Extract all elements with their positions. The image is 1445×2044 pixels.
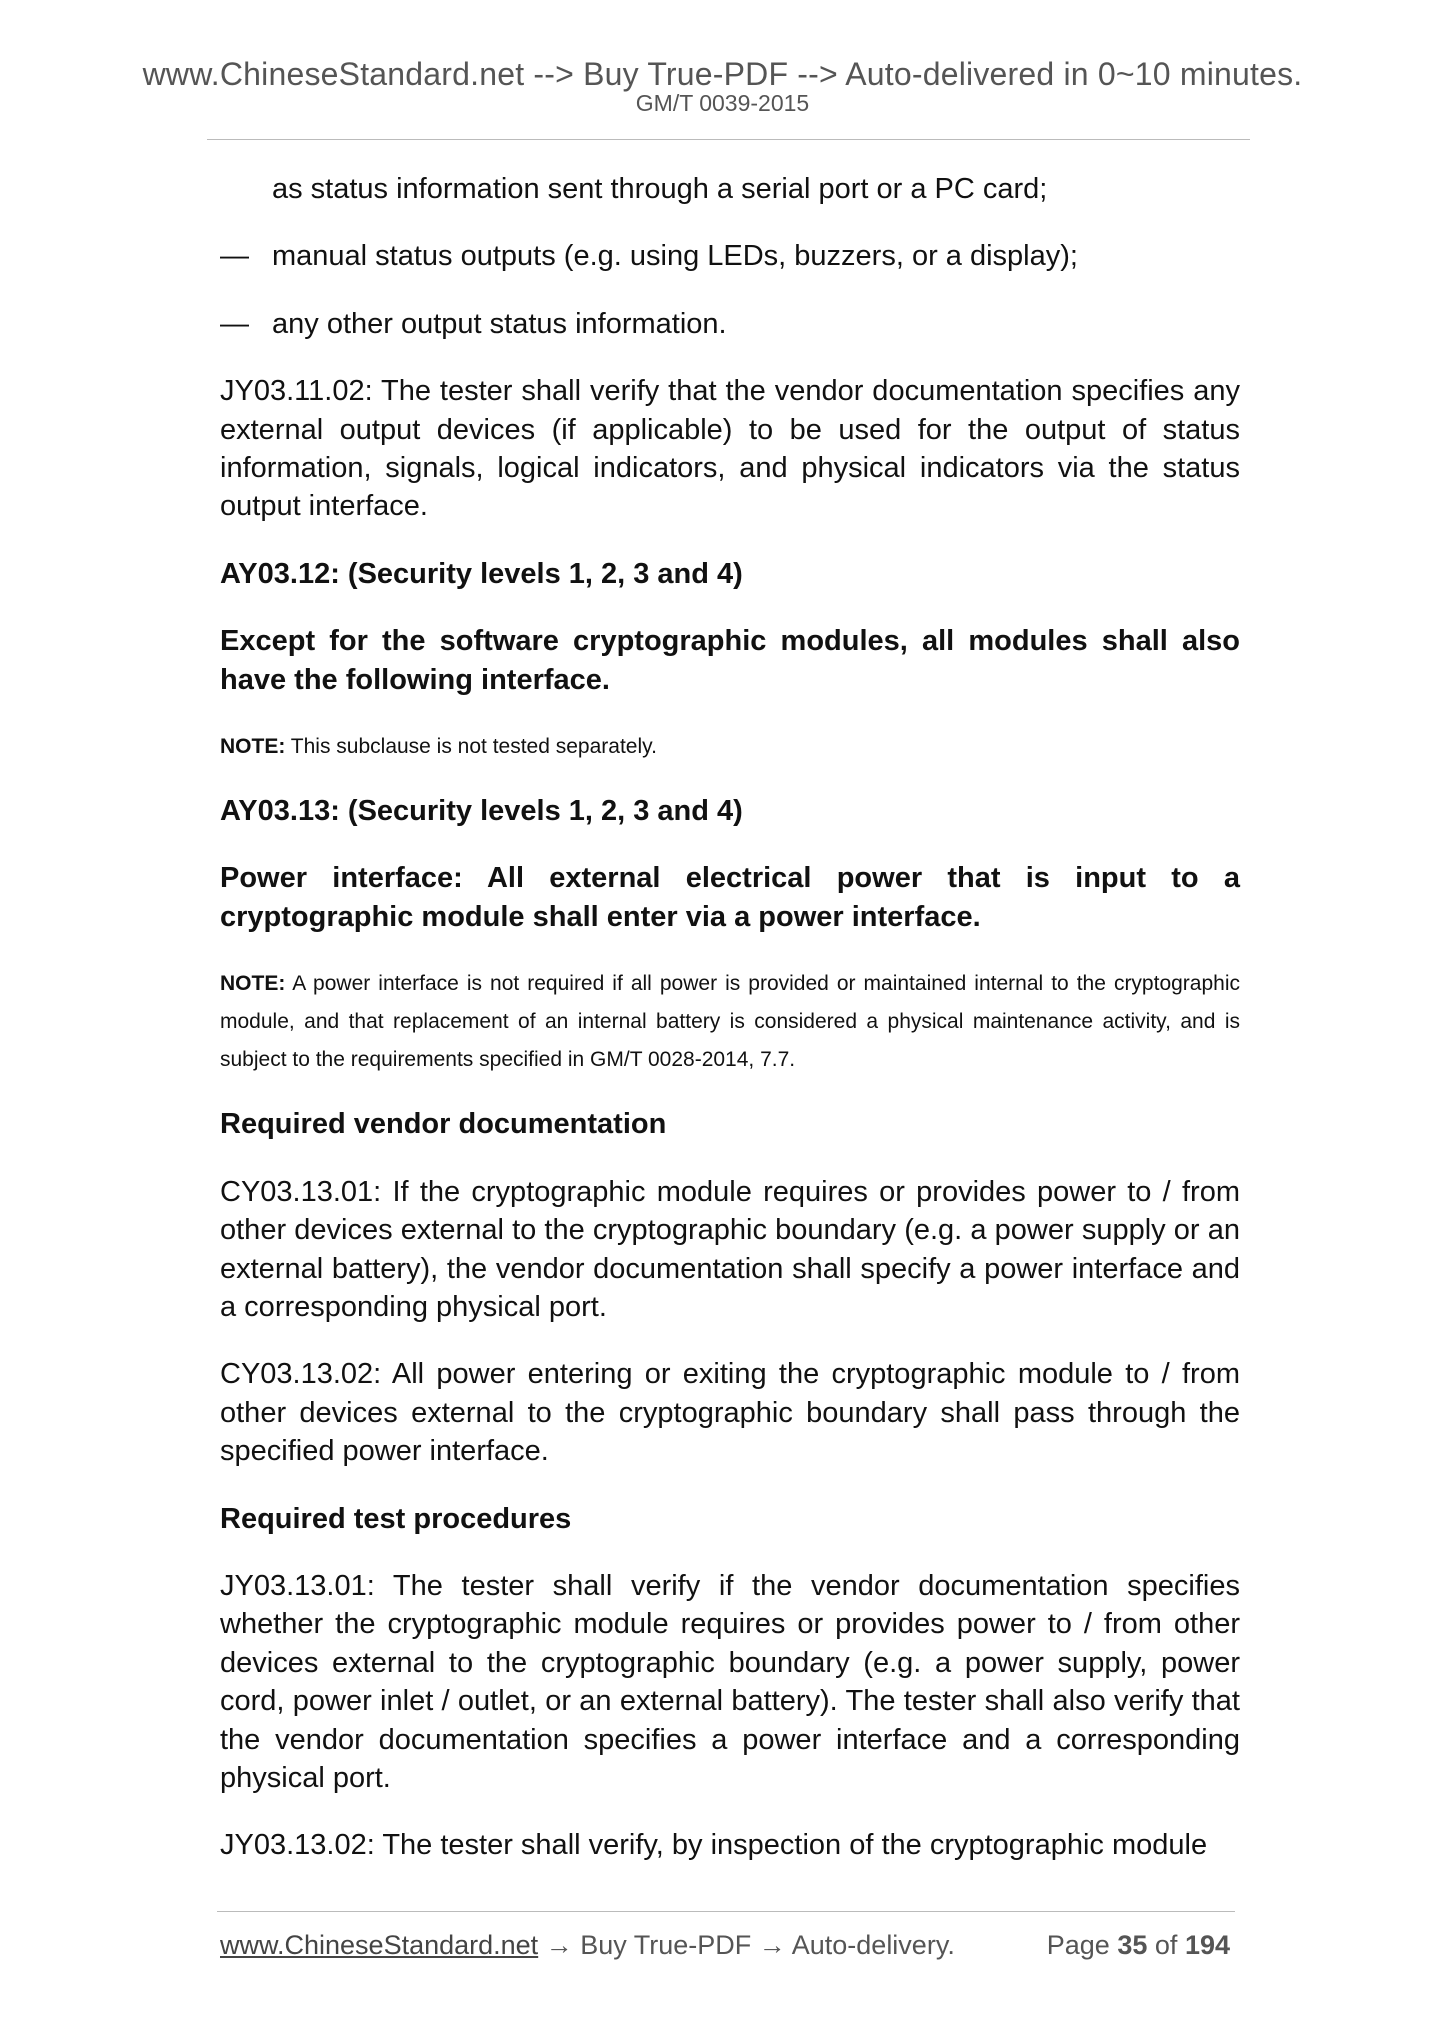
page-number: 35	[1117, 1930, 1148, 1960]
page-body	[220, 170, 1240, 1894]
of-label: of	[1154, 1930, 1178, 1960]
paragraph-cy03-13-01: CY03.13.01: If the cryptographic module requires or provides power to / from other devices external to the cryptographic boundary (e.g. a power supply or an external battery), the vendor documentation shall specify a power interface and a corresponding physical port.	[220, 1175, 1240, 1323]
page-footer	[220, 1930, 1230, 1961]
footer-divider	[217, 1911, 1235, 1912]
note-2	[220, 965, 1240, 1079]
requirement-ay03-12: Except for the software cryptographic modules, all modules shall also have the following interface.	[220, 625, 1240, 696]
page-label: Page	[1046, 1930, 1110, 1960]
total-pages: 194	[1184, 1930, 1230, 1960]
paragraph-jy03-13-01: JY03.13.01: The tester shall verify if the vendor documentation specifies whether the cryptographic module requires or provides power to / from other devices external to the cryptographic boundary (e.g. a power supply, power cord, power inlet / outlet, or an external battery). The tester shall also verify that the vendor documentation specifies a power interface and a corresponding physical port.	[220, 1569, 1240, 1794]
dash-marker: —	[220, 307, 249, 340]
dash-marker: —	[220, 240, 249, 273]
list-item-text: any other output status information.	[272, 307, 727, 340]
heading-test-procedures: Required test procedures	[220, 1502, 572, 1535]
heading-ay03-13: AY03.13: (Security levels 1, 2, 3 and 4)	[220, 795, 743, 828]
note-1	[220, 728, 1240, 766]
note-text: A power interface is not required if all power is provided or maintained internal to the cryptographic module, and that replacement of an internal battery is considered a physical maintenance activity, and is subject to the requirements specified in GM/T 0028-2014, 7.7.	[220, 972, 1240, 1072]
header-banner: www.ChineseStandard.net --> Buy True-PDF --> Auto-delivered in 0~10 minutes.	[142, 56, 1303, 92]
list-item	[220, 305, 1240, 343]
heading-ay03-12: AY03.12: (Security levels 1, 2, 3 and 4)	[220, 557, 743, 590]
heading-vendor-documentation: Required vendor documentation	[220, 1108, 667, 1141]
note-text: This subclause is not tested separately.	[285, 735, 657, 759]
continued-line: as status information sent through a serial port or a PC card;	[272, 173, 1048, 205]
paragraph-jy03-13-02: JY03.13.02: The tester shall verify, by inspection of the cryptographic module	[220, 1829, 1208, 1862]
footer-tagline: → Buy True-PDF → Auto-delivery.	[538, 1930, 955, 1960]
requirement-ay03-13: Power interface: All external electrical power that is input to a cryptographic module shall enter via a power interface.	[220, 862, 1240, 933]
header-divider	[207, 139, 1250, 140]
list-item-text: manual status outputs (e.g. using LEDs, buzzers, or a display);	[272, 240, 1078, 273]
list-item	[220, 237, 1240, 275]
footer-site-link[interactable]: www.ChineseStandard.net	[220, 1930, 539, 1960]
paragraph-jy03-11-02: JY03.11.02: The tester shall verify that the vendor documentation specifies any external output devices (if applicable) to be used for the output of status information, signals, logical indicators, and physical indicators via the status output interface.	[220, 375, 1240, 523]
page-indicator	[1047, 1930, 1230, 1961]
note-label: NOTE:	[220, 735, 286, 759]
document-code: GM/T 0039-2015	[635, 90, 810, 116]
paragraph-cy03-13-02: CY03.13.02: All power entering or exiting the cryptographic module to / from other devices external to the cryptographic boundary shall pass through the specified power interface.	[220, 1358, 1240, 1468]
note-label: NOTE:	[220, 972, 286, 996]
